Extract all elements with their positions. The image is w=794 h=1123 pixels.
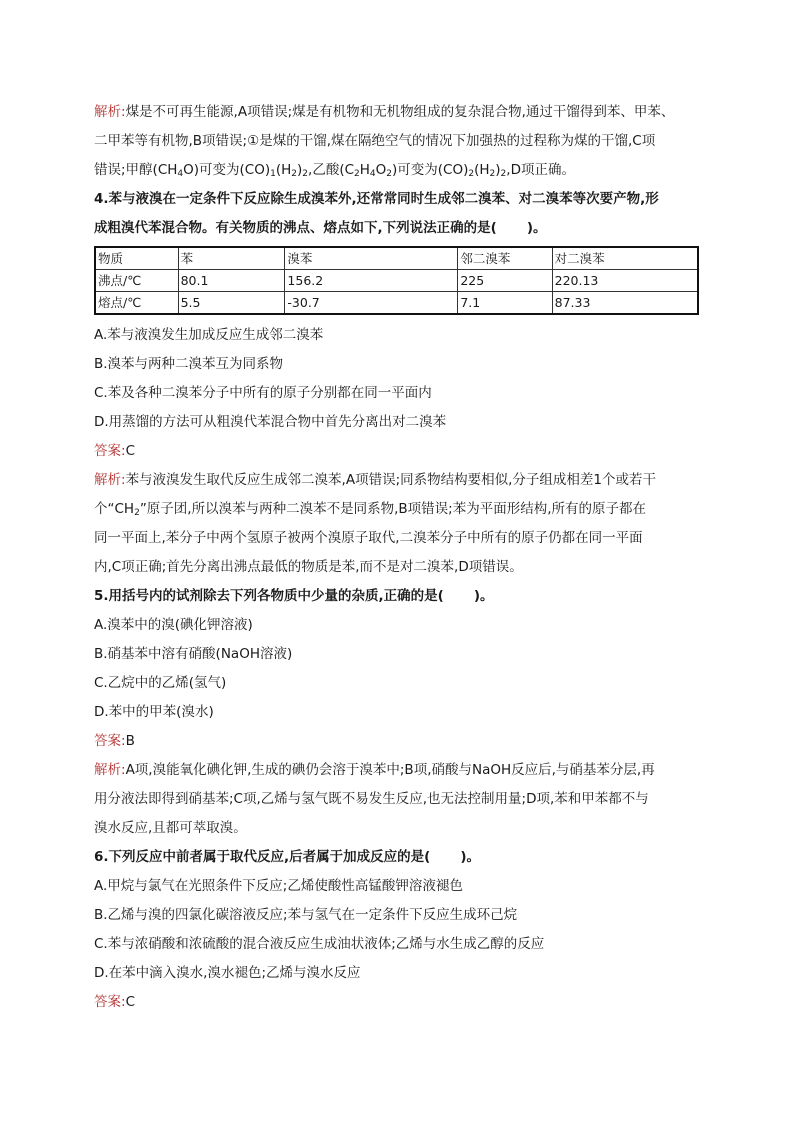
option-d: D.在苯中滴入溴水,溴水褪色;乙烯与溴水反应: [94, 965, 361, 981]
table-header-row: 物质 苯 溴苯 邻二溴苯 对二溴苯: [95, 247, 698, 270]
analysis-line: 解析:煤是不可再生能源,A项错误;煤是有机物和无机物组成的复杂混合物,通过干馏得到苯、甲苯、: [94, 104, 675, 120]
analysis-line: 内,C项正确;首先分离出沸点最低的物质是苯,而不是对二溴苯,D项错误。: [94, 559, 523, 575]
table-row: 熔点/℃ 5.5 -30.7 7.1 87.33: [95, 292, 698, 315]
question-6-title: 6.下列反应中前者属于取代反应,后者属于加成反应的是( )。: [94, 849, 480, 865]
option-a: A.甲烷与氯气在光照条件下反应;乙烯使酸性高锰酸钾溶液褪色: [94, 878, 463, 894]
option-d: D.苯中的甲苯(溴水): [94, 704, 214, 720]
option-c: C.苯与浓硝酸和浓硫酸的混合液反应生成油状液体;乙烯与水生成乙醇的反应: [94, 936, 545, 952]
analysis-line: 用分液法即得到硝基苯;C项,乙烯与氢气既不易发生反应,也无法控制用量;D项,苯和甲苯都不与: [94, 791, 649, 807]
question-4-title-cont: 成粗溴代苯混合物。有关物质的沸点、熔点如下,下列说法正确的是( )。: [94, 220, 547, 236]
answer: 答案:C: [94, 994, 135, 1010]
document-page: [94, 98, 704, 1017]
option-b: B.硝基苯中溶有硝酸(NaOH溶液): [94, 646, 293, 662]
properties-table: [94, 246, 699, 315]
question-5-title: 5.用括号内的试剂除去下列各物质中少量的杂质,正确的是( )。: [94, 588, 494, 604]
option-a: A.溴苯中的溴(碘化钾溶液): [94, 617, 253, 633]
analysis-line: 溴水反应,且都可萃取溴。: [94, 820, 247, 836]
option-b: B.乙烯与溴的四氯化碳溶液反应;苯与氢气在一定条件下反应生成环己烷: [94, 907, 518, 923]
table-row: 沸点/℃ 80.1 156.2 225 220.13: [95, 270, 698, 292]
analysis-line: 解析:A项,溴能氧化碘化钾,生成的碘仍会溶于溴苯中;B项,硝酸与NaOH反应后,与硝基苯分层,再: [94, 762, 655, 778]
option-c: C.苯及各种二溴苯分子中所有的原子分别都在同一平面内: [94, 385, 432, 401]
answer: 答案:B: [94, 733, 135, 749]
analysis-line: 二甲苯等有机物,B项错误;①是煤的干馏,煤在隔绝空气的情况下加强热的过程称为煤的干馏,C项: [94, 133, 656, 149]
analysis-line: 错误;甲醇$(CH_4O)$可变为$(CO)_1(H_2)_2$,乙酸$(C_2H_4O_2)$可变为$(CO)_2(H_2)_2,D$项正确。: [94, 162, 575, 179]
analysis-label: 解析:: [94, 104, 126, 120]
option-c: C.乙烷中的乙烯(氢气): [94, 675, 227, 691]
answer: 答案:C: [94, 443, 135, 459]
analysis-line: 解析:苯与液溴发生取代反应生成邻二溴苯,A项错误;同系物结构要相似,分子组成相差1个或若干: [94, 472, 657, 488]
option-d: D.用蒸馏的方法可从粗溴代苯混合物中首先分离出对二溴苯: [94, 414, 447, 430]
analysis-line: 个“$CH_2$”原子团,所以溴苯与两种二溴苯不是同系物,B项错误;苯为平面形结构,所有的原子都在: [94, 501, 646, 518]
option-a: A.苯与液溴发生加成反应生成邻二溴苯: [94, 327, 324, 343]
question-4-title: 4.苯与液溴在一定条件下反应除生成溴苯外,还常常同时生成邻二溴苯、对二溴苯等次要产物,形: [94, 191, 659, 207]
option-b: B.溴苯与两种二溴苯互为同系物: [94, 356, 284, 372]
analysis-line: 同一平面上,苯分子中两个氢原子被两个溴原子取代,二溴苯分子中所有的原子仍都在同一平面: [94, 530, 643, 546]
